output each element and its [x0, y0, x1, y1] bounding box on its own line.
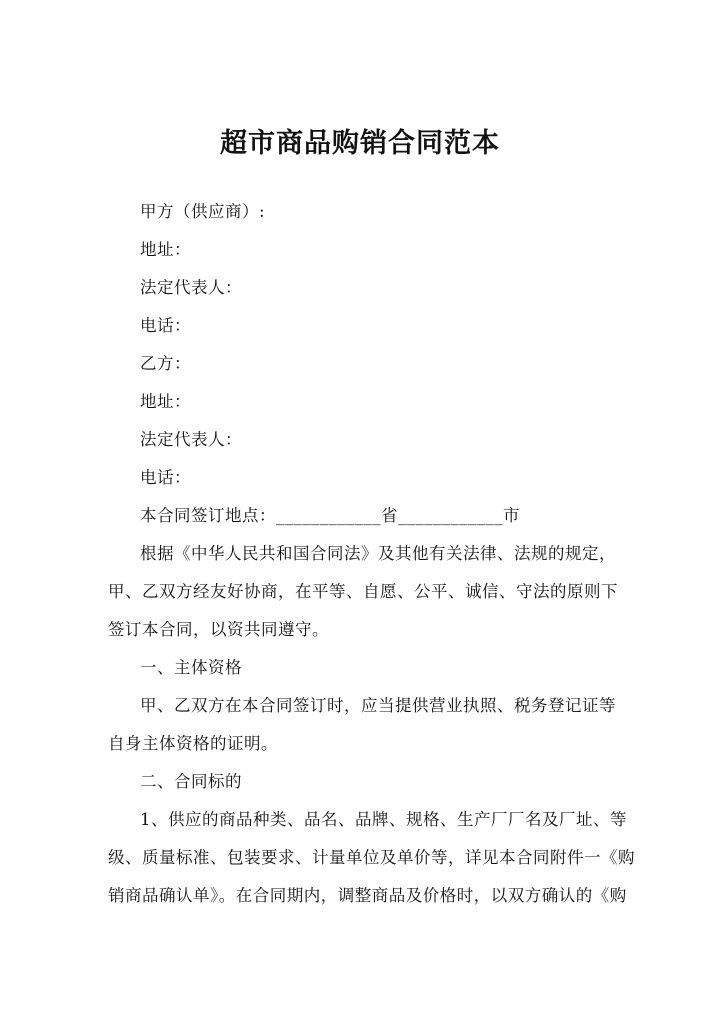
- party-a-representative: 法定代表人：: [140, 278, 242, 297]
- preamble-line: 甲、乙双方经友好协商，在平等、自愿、公平、诚信、守法的原则下: [108, 582, 618, 601]
- section-heading-contract-subject: 二、合同标的: [140, 772, 242, 791]
- preamble-line: 签订本合同，以资共同遵守。: [108, 620, 329, 639]
- party-b-phone: 电话：: [140, 468, 191, 487]
- section-body-line: 1、供应的商品种类、品名、品牌、规格、生产厂厂名及厂址、等: [140, 810, 627, 829]
- signing-place: 本合同签订地点：____________省____________市: [140, 506, 520, 525]
- party-a-label: 甲方（供应商）:: [140, 202, 266, 221]
- party-a-address: 地址：: [140, 240, 191, 259]
- preamble-line: 根据《中华人民共和国合同法》及其他有关法律、法规的规定，: [140, 544, 616, 563]
- party-b-address: 地址：: [140, 392, 191, 411]
- party-b-representative: 法定代表人：: [140, 430, 242, 449]
- document-title: 超市商品购销合同范本: [220, 128, 500, 159]
- section-body-line: 销商品确认单》。在合同期内，调整商品及价格时，以双方确认的《购: [108, 886, 627, 905]
- section-heading-subject-qualification: 一、主体资格: [140, 658, 242, 677]
- section-body-line: 甲、乙双方在本合同签订时，应当提供营业执照、税务登记证等: [140, 696, 616, 715]
- party-b-label: 乙方：: [140, 354, 191, 373]
- section-body-line: 自身主体资格的证明。: [108, 734, 278, 753]
- section-body-line: 级、质量标准、包装要求、计量单位及单价等，详见本合同附件一《购: [108, 848, 635, 867]
- party-a-phone: 电话：: [140, 316, 191, 335]
